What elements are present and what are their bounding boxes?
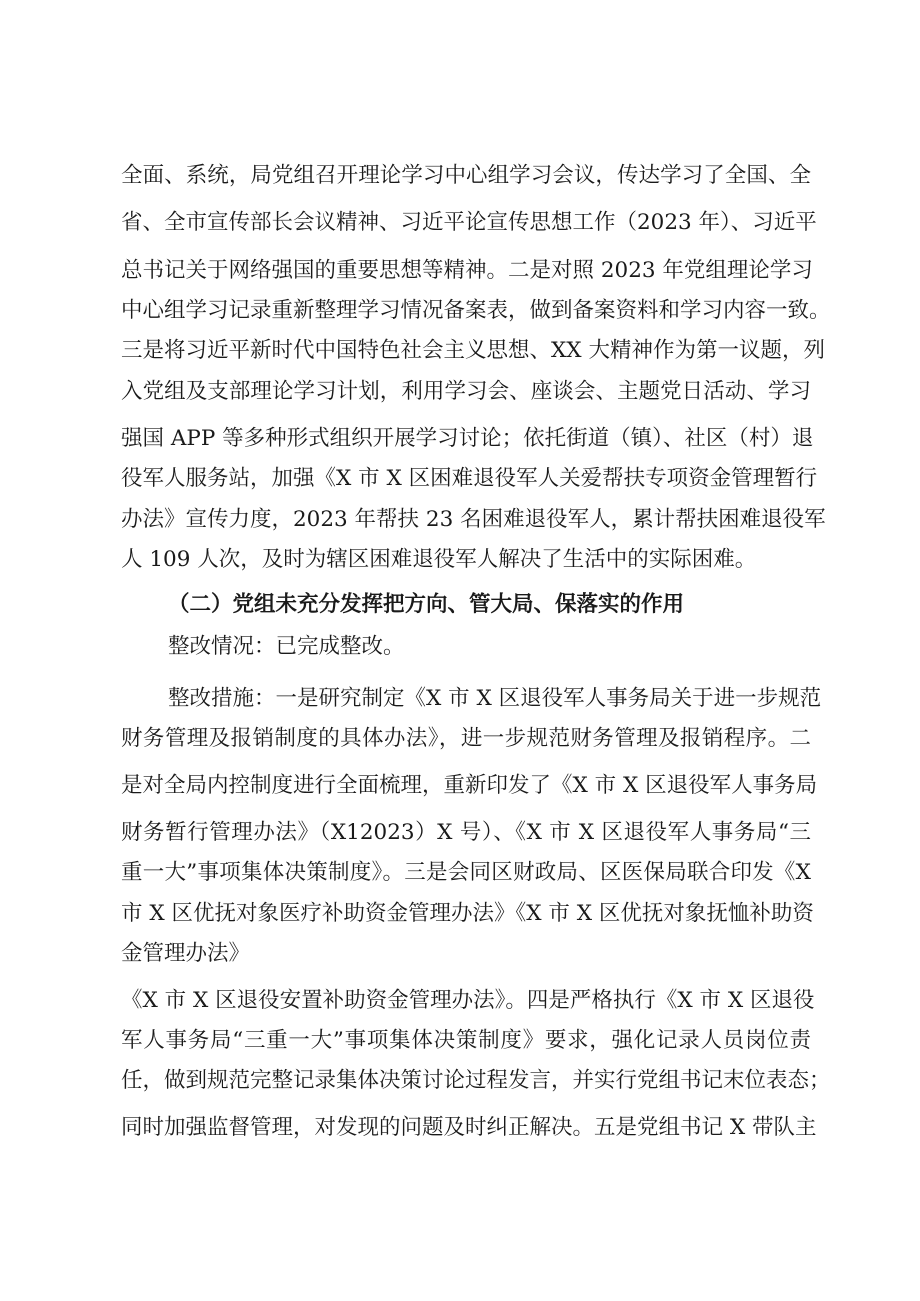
paragraph-2-line: 市 X 区优抚对象医疗补助资金管理办法》《X 市 X 区优抚对象抚恤补助资	[121, 901, 814, 926]
paragraph-1-line: 人 109 人次，及时为辖区困难退役军人解决了生活中的实际困难。	[121, 547, 757, 572]
paragraph-3-line: 军人事务局“三重一大”事项集体决策制度》要求，强化记录人员岗位责	[121, 1028, 811, 1053]
paragraph-2-line: 财务暂行管理办法》（X12023）X 号）、《X 市 X 区退役军人事务局“三	[121, 820, 811, 845]
paragraph-1-line: 办法》宣传力度，2023 年帮扶 23 名困难退役军人，累计帮扶困难退役军	[121, 507, 826, 532]
paragraph-2-line: 重一大”事项集体决策制度》。三是会同区财政局、区医保局联合印发《X	[121, 860, 811, 885]
paragraph-3-line: 同时加强监督管理，对发现的问题及时纠正解决。五是党组书记 X 带队主	[121, 1115, 817, 1140]
paragraph-1-line: 入党组及支部理论学习计划，利用学习会、座谈会、主题党日活动、学习	[121, 379, 811, 404]
paragraph-3-line: 任，做到规范完整记录集体决策讨论过程发言，并实行党组书记末位表态；	[121, 1068, 831, 1093]
section-heading: （二）党组未充分发挥把方向、管大局、保落实的作用	[168, 592, 685, 617]
rectification-status: 整改情况：已完成整改。	[168, 634, 405, 659]
paragraph-2-line: 金管理办法》	[121, 941, 251, 966]
paragraph-1-line: 省、全市宣传部长会议精神、习近平论宣传思想工作（2023 年）、习近平	[121, 210, 817, 235]
paragraph-1-line: 总书记关于网络强国的重要思想等精神。二是对照 2023 年党组理论学习	[121, 258, 813, 283]
paragraph-1-line: 三是将习近平新时代中国特色社会主义思想、XX 大精神作为第一议题，列	[121, 338, 825, 363]
paragraph-3-line: 《X 市 X 区退役安置补助资金管理办法》。四是严格执行《X 市 X 区退役	[121, 988, 815, 1013]
paragraph-2-line: 是对全局内控制度进行全面梳理，重新印发了《X 市 X 区退役军人事务局	[121, 773, 818, 798]
paragraph-1-line: 中心组学习记录重新整理学习情况备案表，做到备案资料和学习内容一致。	[121, 298, 831, 323]
paragraph-2-line: 财务管理及报销制度的具体办法》，进一步规范财务管理及报销程序。二	[121, 726, 811, 751]
paragraph-2-line: 整改措施：一是研究制定《X 市 X 区退役军人事务局关于进一步规范	[168, 686, 822, 711]
paragraph-1-line: 役军人服务站，加强《X 市 X 区困难退役军人关爱帮扶专项资金管理暂行	[121, 466, 818, 491]
paragraph-1-line: 强国 APP 等多种形式组织开展学习讨论；依托街道（镇）、社区（村）退	[121, 426, 814, 451]
paragraph-1-line: 全面、系统，局党组召开理论学习中心组学习会议，传达学习了全国、全	[121, 163, 811, 188]
